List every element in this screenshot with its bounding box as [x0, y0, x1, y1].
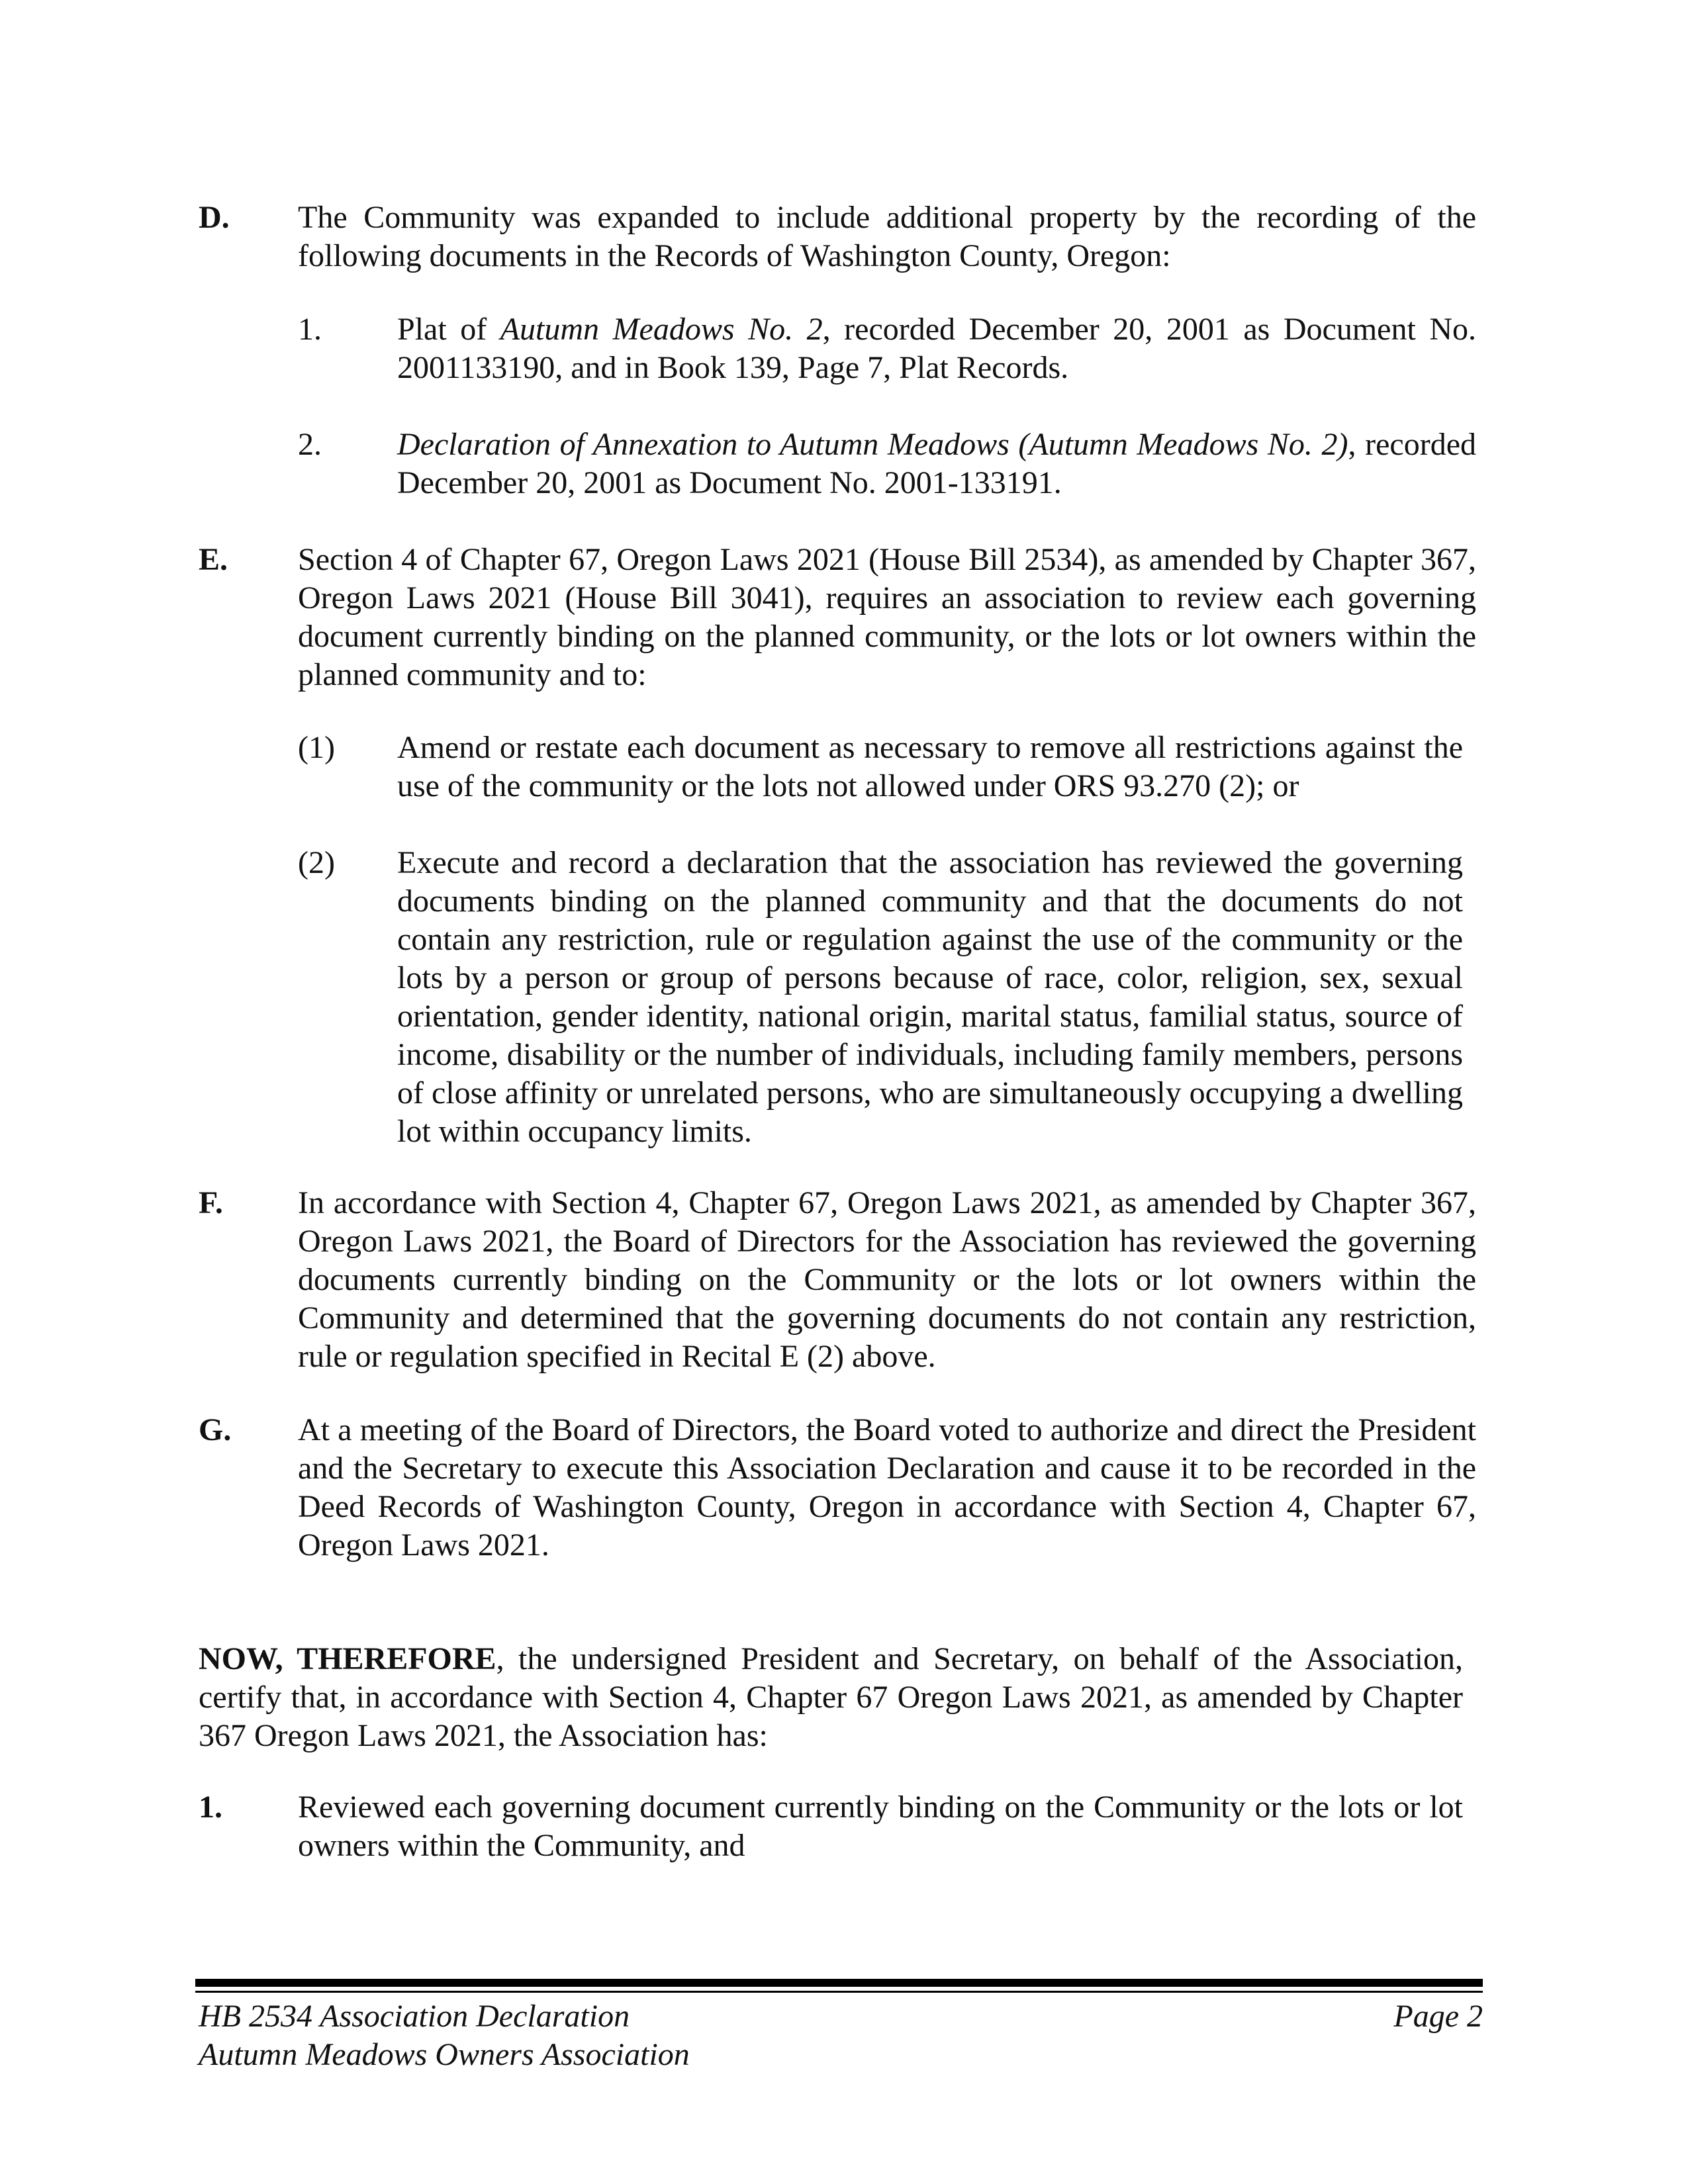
footer-document-title: HB 2534 Association Declaration	[199, 1999, 630, 2034]
recital-text: At a meeting of the Board of Directors, the Board voted to authorize and direct the President and the Secretary to execute this Association Declaration and cause it to be recorded in the Deed Records of Washington County, Oregon in accordance with Section 4, Chapter 67, Oregon Laws 2021.	[298, 1412, 1476, 1563]
recital-marker: E.	[199, 542, 228, 577]
list-item-text: Plat of Autumn Meadows No. 2, recorded December 20, 2001 as Document No. 2001133190, and in Book 139, Page 7, Plat Records.	[397, 312, 1476, 385]
recital-marker: D.	[199, 200, 230, 235]
certification-marker: 1.	[199, 1790, 222, 1825]
list-item-text: Execute and record a declaration that the association has reviewed the governing documents binding on the planned community and that the documents do not contain any restriction, rule or regulation against the use of the community or the lots by a person or group of persons because of race, color, religion, sex, sexual orientation, gender identity, national origin, marital status, familial status, source of income, disability or the number of individuals, including family members, persons of close affinity or unrelated persons, who are simultaneously occupying a dwelling lot within occupancy limits.	[397, 845, 1463, 1149]
recital-text: The Community was expanded to include additional property by the recording of the following documents in the Records of Washington County, Oregon:	[298, 200, 1476, 273]
recital-d	[199, 199, 1476, 275]
recital-text: In accordance with Section 4, Chapter 67, Oregon Laws 2021, as amended by Chapter 367, Oregon Laws 2021, the Board of Directors for the Association has reviewed the governing documents currently binding on the Community or the lots or lot owners within the Community and determined that the governing documents do not contain any restriction, rule or regulation specified in Recital E (2) above.	[298, 1185, 1476, 1374]
list-item-text: Amend or restate each document as necessary to remove all restrictions against the use of the community or the lots not allowed under ORS 93.270 (2); or	[397, 730, 1463, 803]
recital-e-item-2	[298, 844, 1463, 1151]
now-therefore-text: , the undersigned President and Secretary, on behalf of the Association, certify that, in accordance with Section 4, Chapter 67 Oregon Laws 2021, as amended by Chapter 367 Oregon Laws 2021, the Association has:	[199, 1641, 1464, 1753]
recital-e-item-1	[298, 729, 1463, 805]
now-therefore-paragraph	[199, 1640, 1463, 1755]
recital-d-item-1	[298, 310, 1476, 387]
recital-d-item-2	[298, 426, 1476, 502]
list-number: 1.	[298, 312, 322, 347]
recital-marker: G.	[199, 1412, 232, 1447]
footer-left	[199, 1997, 690, 2074]
recital-g	[199, 1411, 1476, 1565]
footer-divider-thick	[195, 1979, 1483, 1987]
recital-text: Section 4 of Chapter 67, Oregon Laws 2021 (House Bill 2534), as amended by Chapter 367, Oregon Laws 2021 (House Bill 3041), requires an association to review each governing document currently binding on the planned community, or the lots or lot owners within the planned community and to:	[298, 542, 1476, 692]
recital-f	[199, 1184, 1476, 1376]
now-therefore-heading: NOW, THEREFORE	[199, 1641, 496, 1676]
footer-page-number: Page 2	[1393, 1999, 1483, 2034]
document-title: Autumn Meadows No. 2	[500, 312, 823, 347]
certification-item-1	[199, 1788, 1463, 1865]
recital-e	[199, 541, 1476, 694]
list-number: (1)	[298, 730, 335, 765]
list-item-text: Declaration of Annexation to Autumn Meadows (Autumn Meadows No. 2), recorded December 20, 2001 as Document No. 2001-133191.	[397, 427, 1476, 500]
footer-association-name: Autumn Meadows Owners Association	[199, 2037, 690, 2072]
certification-text: Reviewed each governing document currently binding on the Community or the lots or lot owners within the Community, and	[298, 1790, 1463, 1863]
recital-marker: F.	[199, 1185, 223, 1220]
list-number: 2.	[298, 427, 322, 462]
list-number: (2)	[298, 845, 335, 880]
footer-divider-thin	[195, 1991, 1483, 1993]
document-title: Declaration of Annexation to Autumn Meadows (Autumn Meadows No. 2)	[397, 427, 1348, 462]
